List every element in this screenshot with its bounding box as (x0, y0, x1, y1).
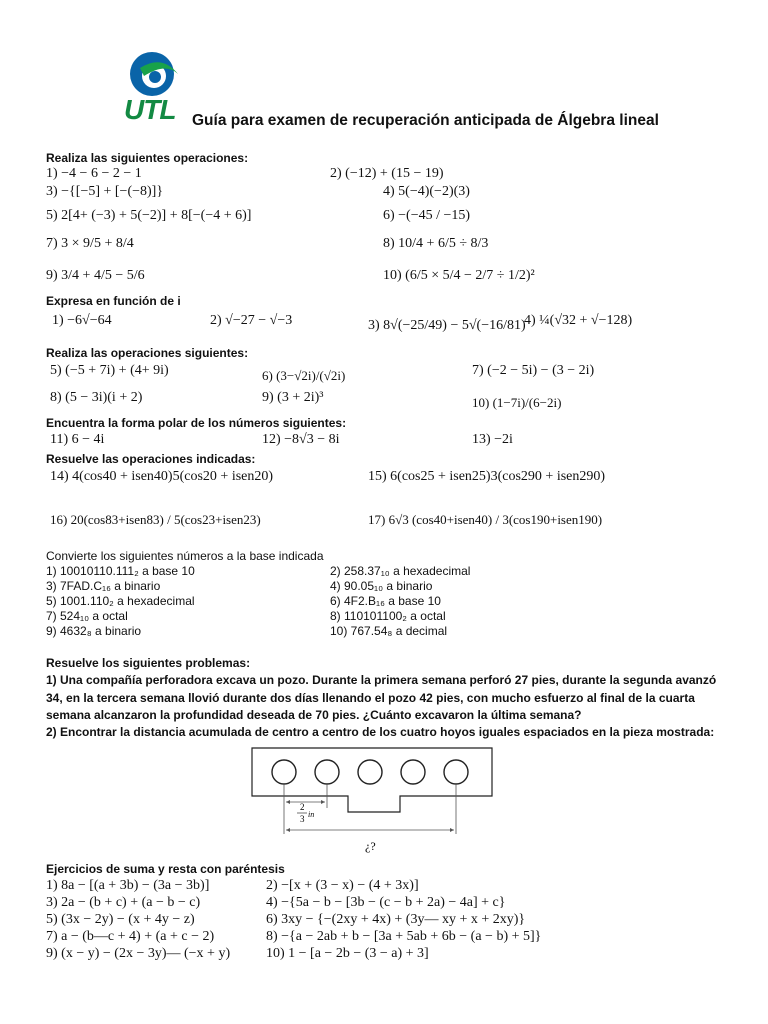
paren-item: 8) −{a − 2ab + b − [3a + 5ab + 6b − (a − b) + 5]} (266, 929, 542, 944)
logo-text: UTL (124, 94, 176, 125)
op-item: 4) 5(−4)(−2)(3) (383, 184, 470, 199)
logo-emblem-icon (122, 48, 192, 100)
hole-2 (315, 760, 339, 784)
page-title: Guía para examen de recuperación anticipada de Álgebra lineal (192, 112, 659, 129)
op-item: 10) (6/5 × 5/4 − 2/7 ÷ 1/2)² (383, 268, 535, 283)
figure-question: ¿? (365, 839, 376, 853)
op-item: 1) −4 − 6 − 2 − 1 (46, 166, 142, 181)
polar-item: 12) −8√3 − 8i (262, 432, 340, 447)
imag-item: 4) ¼(√32 + √−128) (524, 313, 633, 328)
base-item: 5) 1001.110₂ a hexadecimal (46, 594, 195, 608)
hole-4 (401, 760, 425, 784)
dim-unit: in (308, 810, 315, 819)
base-item: 10) 767.54₈ a decimal (330, 624, 448, 638)
trig-item: 16) 20(cos83+isen83) / 5(cos23+isen23) (50, 512, 261, 527)
paren-item: 5) (3x − 2y) − (x + 4y − z) (46, 912, 195, 927)
dim-numerator: 2 (300, 802, 305, 812)
paren-item: 10) 1 − [a − 2b − (3 − a) + 3] (266, 946, 429, 961)
imag-item: 1) −6√−64 (52, 313, 112, 328)
op-item: 9) 3/4 + 4/5 − 5/6 (46, 268, 145, 283)
hole-3 (358, 760, 382, 784)
op-item: 8) 10/4 + 6/5 ÷ 8/3 (383, 236, 489, 251)
section6-heading: Convierte los siguientes números a la base indicada (46, 549, 324, 563)
base-item: 4) 90.05₁₀ a binario (330, 579, 433, 593)
cplx-item: 5) (−5 + 7i) + (4+ 9i) (50, 363, 169, 378)
section5-heading: Resuelve las operaciones indicadas: (46, 452, 256, 466)
cplx-item: 9) (3 + 2i)³ (262, 390, 324, 405)
section3-heading: Realiza las operaciones siguientes: (46, 346, 249, 360)
paren-item: 4) −{5a − b − [3b − (c − b + 2a) − 4a] + c} (266, 895, 506, 910)
hole-5 (444, 760, 468, 784)
polar-item: 13) −2i (472, 432, 513, 447)
imag-item: 3) 8√(−25/49) − 5√(−16/81) (368, 318, 526, 333)
imag-item: 2) √−27 − √−3 (210, 313, 293, 328)
section4-heading: Encuentra la forma polar de los números siguientes: (46, 416, 347, 430)
dim-denominator: 3 (300, 814, 305, 824)
section2-heading: Expresa en función de i (46, 294, 181, 308)
logo (122, 48, 192, 128)
op-item: 2) (−12) + (15 − 19) (330, 166, 444, 181)
polar-item: 11) 6 − 4i (50, 432, 105, 447)
op-item: 7) 3 × 9/5 + 8/4 (46, 236, 134, 251)
base-item: 6) 4F2.B₁₆ a base 10 (330, 594, 441, 608)
op-item: 6) −(−45 / −15) (383, 208, 471, 223)
paren-item: 3) 2a − (b + c) + (a − b − c) (46, 895, 201, 910)
op-item: 3) −{[−5] + [−(−8)]} (46, 184, 164, 199)
paren-item: 6) 3xy − {−(2xy + 4x) + (3y— xy + x + 2xy)} (266, 912, 526, 927)
trig-item: 14) 4(cos40 + isen40)5(cos20 + isen20) (50, 469, 274, 484)
problem-1: 1) Una compañía perforadora excava un pozo. Durante la primera semana perforó 27 pies, durante la segunda avanzó 34, en la tercera semana llovió durante dos días llenando el pozo 42 pies, con mucho esfuerzo al final de la cuarta semana alcanzaron la profundidad deseada de 70 pies. ¿Cuánto excavaron la última semana? (46, 673, 717, 722)
trig-item: 17) 6√3 (cos40+isen40) / 3(cos190+isen190) (368, 512, 603, 527)
base-item: 1) 10010110.111₂ a base 10 (46, 564, 195, 578)
section1-heading: Realiza las siguientes operaciones: (46, 151, 249, 165)
cplx-item: 10) (1−7i)/(6−2i) (472, 395, 562, 410)
cplx-item: 6) (3−√2i)/(√2i) (262, 368, 346, 383)
cplx-item: 7) (−2 − 5i) − (3 − 2i) (472, 363, 595, 378)
base-item: 7) 524₁₀ a octal (46, 609, 128, 623)
hole-1 (272, 760, 296, 784)
op-item: 5) 2[4+ (−3) + 5(−2)] + 8[−(−4 + 6)] (46, 208, 252, 223)
base-item: 8) 110101100₂ a octal (330, 609, 446, 623)
paren-item: 1) 8a − [(a + 3b) − (3a − 3b)] (46, 878, 210, 893)
section8-heading: Ejercicios de suma y resta con paréntesis (46, 862, 285, 876)
holes-piece-figure (250, 746, 500, 856)
base-item: 2) 258.37₁₀ a hexadecimal (330, 564, 471, 578)
section7-heading: Resuelve los siguientes problemas: (46, 656, 251, 670)
problem-2: 2) Encontrar la distancia acumulada de centro a centro de los cuatro hoyos iguales espaciados en la pieza mostrada: (46, 725, 715, 739)
cplx-item: 8) (5 − 3i)(i + 2) (50, 390, 143, 405)
paren-item: 7) a − (b—c + 4) + (a + c − 2) (46, 929, 215, 944)
base-item: 3) 7FAD.C₁₆ a binario (46, 579, 161, 593)
base-item: 9) 4632₈ a binario (46, 624, 142, 638)
trig-item: 15) 6(cos25 + isen25)3(cos290 + isen290) (368, 469, 606, 484)
paren-item: 2) −[x + (3 − x) − (4 + 3x)] (266, 878, 419, 893)
paren-item: 9) (x − y) − (2x − 3y)— (−x + y) (46, 946, 231, 961)
